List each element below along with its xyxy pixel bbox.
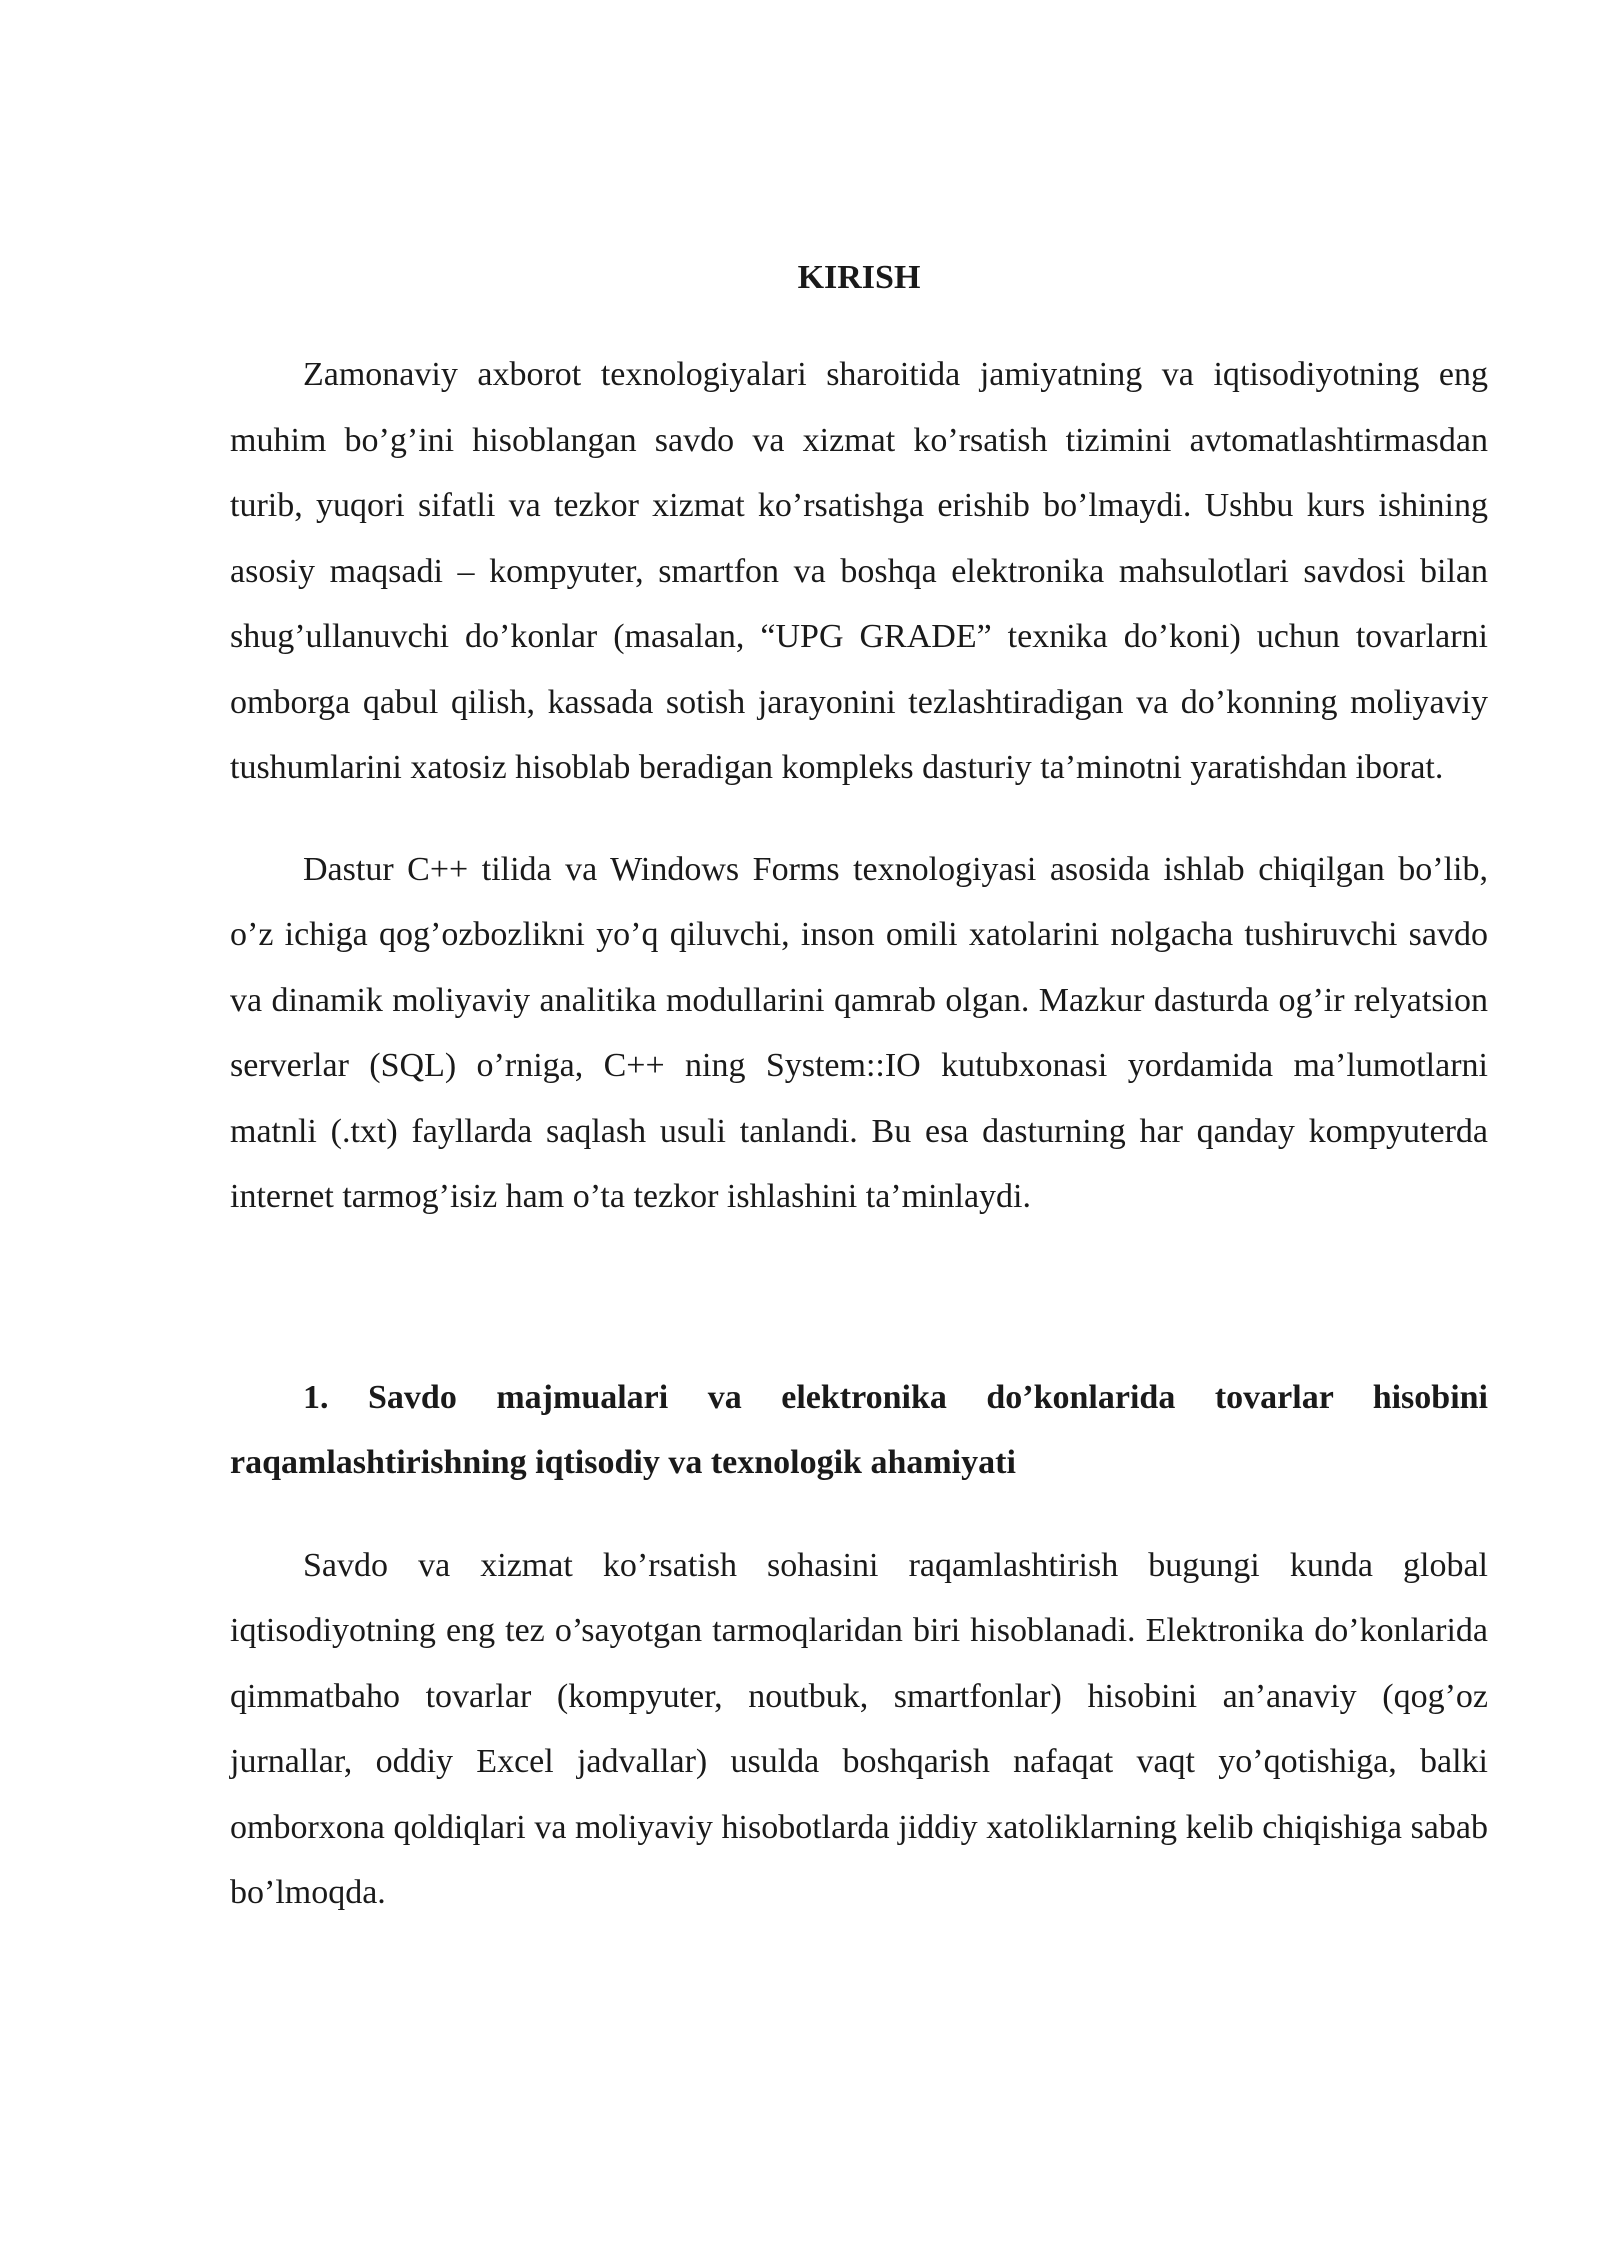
intro-heading: KIRISH xyxy=(797,259,921,296)
section-1-paragraph: Savdo va xizmat ko’rsatish sohasini raqamlashtirish bugungi kunda global iqtisodiyotning eng tez o’sayotgan tarmoqlaridan biri hisoblanadi. Elektronika do’konlarida qimmatbaho tovarlar (kompyuter, noutbuk, smartfonlar) hisobini an’anaviy (qog’oz jurnallar, oddiy Excel jadvallar) usulda boshqarish nafaqat vaqt yo’qotishiga, balki omborxona qoldiqlari va moliyaviy hisobotlarda jiddiy xatoliklarning kelib chiqishiga sabab bo’lmoqda. xyxy=(230,1546,1488,1911)
intro-paragraph-2: Dastur C++ tilida va Windows Forms texnologiyasi asosida ishlab chiqilgan bo’lib, o’z ichiga qog’ozbozlikni yo’q qiluvchi, inson omili xatolarini nolgacha tushiruvchi savdo va dinamik moliyaviy analitika modullarini qamrab olgan. Mazkur dasturda og’ir relyatsion serverlar (SQL) o’rniga, C++ ning System::IO kutubxonasi yordamida ma’lumotlarni matnli (.txt) fayllarda saqlash usuli tanlandi. Bu esa dasturning har qanday kompyuterda internet tarmog’isiz ham o’ta tezkor ishlashini ta’minlaydi. xyxy=(230,850,1488,1215)
page-content xyxy=(230,250,1488,1926)
section-1-heading: 1. Savdo majmualari va elektronika do’konlarida tovarlar hisobini raqamlashtirishning iqtisodiy va texnologik ahamiyati xyxy=(230,1378,1488,1481)
intro-paragraph-1: Zamonaviy axborot texnologiyalari sharoitida jamiyatning va iqtisodiyotning eng muhim bo’g’ini hisoblangan savdo va xizmat ko’rsatish tizimini avtomatlashtirmasdan turib, yuqori sifatli va tezkor xizmat ko’rsatishga erishib bo’lmaydi. Ushbu kurs ishining asosiy maqsadi – kompyuter, smartfon va boshqa elektronika mahsulotlari savdosi bilan shug’ullanuvchi do’konlar (masalan, “UPG GRADE” texnika do’koni) uchun tovarlarni omborga qabul qilish, kassada sotish jarayonini tezlashtiradigan va do’konning moliyaviy tushumlarini xatosiz hisoblab beradigan kompleks dasturiy ta’minotni yaratishdan iborat. xyxy=(230,356,1488,786)
